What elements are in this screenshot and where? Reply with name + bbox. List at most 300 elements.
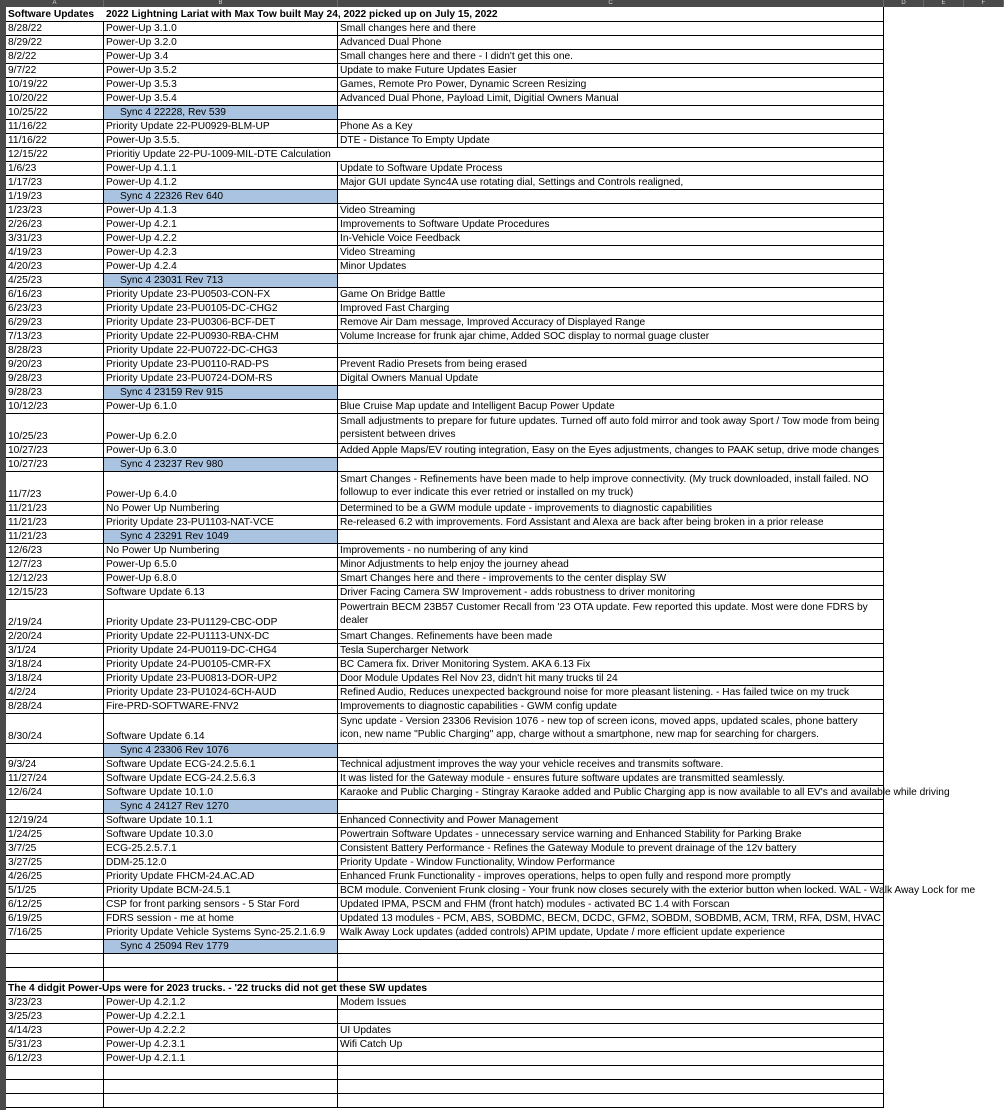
update-name-cell[interactable]: Priority Update 22-PU1113-UNX-DC xyxy=(104,630,338,644)
update-name-cell[interactable]: Prioritiy Update 22-PU-1009-MIL-DTE Calculation xyxy=(104,148,884,162)
notes-cell[interactable]: Video Streaming xyxy=(338,246,884,260)
table-row xyxy=(6,176,1004,190)
notes-cell[interactable] xyxy=(338,530,884,544)
notes-cell[interactable] xyxy=(338,1080,884,1094)
notes-cell[interactable]: Enhanced Frunk Functionality - improves operations, helps to open fully and respond more promptly xyxy=(338,870,884,884)
table-row xyxy=(6,414,1004,444)
notes-cell[interactable] xyxy=(338,1066,884,1080)
notes-cell[interactable] xyxy=(338,1094,884,1108)
date-cell[interactable]: 8/29/22 xyxy=(6,36,104,50)
date-cell[interactable]: 12/15/23 xyxy=(6,586,104,600)
date-cell[interactable]: 10/25/22 xyxy=(6,106,104,120)
date-cell[interactable] xyxy=(6,968,104,982)
notes-cell[interactable]: In-Vehicle Voice Feedback xyxy=(338,232,884,246)
notes-cell[interactable] xyxy=(338,954,884,968)
date-cell[interactable]: 1/19/23 xyxy=(6,190,104,204)
update-name-cell[interactable]: Power-Up 4.2.2.1 xyxy=(104,1010,338,1024)
sync-version-cell[interactable]: Sync 4 23237 Rev 980 xyxy=(104,458,338,472)
column-header-e[interactable]: E xyxy=(924,0,964,7)
notes-cell[interactable]: Minor Updates xyxy=(338,260,884,274)
table-row xyxy=(6,686,1004,700)
update-name-cell[interactable]: Power-Up 4.1.1 xyxy=(104,162,338,176)
update-name-cell[interactable]: Power-Up 6.2.0 xyxy=(104,414,338,444)
sync-version-cell[interactable]: Sync 4 25094 Rev 1779 xyxy=(104,940,338,954)
date-cell[interactable]: 10/20/22 xyxy=(6,92,104,106)
date-cell[interactable]: 4/14/23 xyxy=(6,1024,104,1038)
update-name-cell[interactable]: Power-Up 4.2.1.2 xyxy=(104,996,338,1010)
date-cell[interactable]: 1/23/23 xyxy=(6,204,104,218)
notes-cell[interactable] xyxy=(338,1052,884,1066)
date-cell[interactable]: 6/29/23 xyxy=(6,316,104,330)
date-cell[interactable]: 3/18/24 xyxy=(6,672,104,686)
table-row xyxy=(6,190,1004,204)
table-row xyxy=(6,386,1004,400)
date-cell[interactable]: 11/21/23 xyxy=(6,530,104,544)
date-cell[interactable]: 8/2/22 xyxy=(6,50,104,64)
date-cell[interactable] xyxy=(6,1094,104,1108)
date-cell[interactable]: 11/21/23 xyxy=(6,502,104,516)
table-row xyxy=(6,744,1004,758)
notes-cell[interactable]: Blue Cruise Map update and Intelligent Bacup Power Update xyxy=(338,400,884,414)
title-description[interactable]: 2022 Lightning Lariat with Max Tow built May 24, 2022 picked up on July 15, 2022 xyxy=(104,7,884,22)
date-cell[interactable] xyxy=(6,940,104,954)
table-row xyxy=(6,78,1004,92)
table-row xyxy=(6,658,1004,672)
notes-cell[interactable] xyxy=(338,386,884,400)
date-cell[interactable] xyxy=(6,1080,104,1094)
notes-cell[interactable]: Smart Changes. Refinements have been made xyxy=(338,630,884,644)
table-row xyxy=(6,644,1004,658)
table-row xyxy=(6,106,1004,120)
table-row xyxy=(6,940,1004,954)
update-name-cell[interactable] xyxy=(104,954,338,968)
sync-version-cell[interactable]: Sync 4 23159 Rev 915 xyxy=(104,386,338,400)
date-cell[interactable]: 10/25/23 xyxy=(6,414,104,444)
table-row xyxy=(6,288,1004,302)
table-row xyxy=(6,22,1004,36)
notes-cell[interactable]: Advanced Dual Phone, Payload Limit, Digitial Owners Manual xyxy=(338,92,884,106)
date-cell[interactable]: 3/1/24 xyxy=(6,644,104,658)
update-name-cell[interactable]: Software Update 10.1.0 xyxy=(104,786,338,800)
notes-cell[interactable]: Powertrain Software Updates - unnecessary service warning and Enhanced Stability for Parking Brake xyxy=(338,828,884,842)
update-name-cell[interactable]: Power-Up 6.8.0 xyxy=(104,572,338,586)
update-name-cell[interactable]: Priority Update 23-PU0306-BCF-DET xyxy=(104,316,338,330)
notes-cell[interactable]: Smart Changes here and there - improvements to the center display SW xyxy=(338,572,884,586)
notes-cell[interactable]: Phone As a Key xyxy=(338,120,884,134)
update-name-cell[interactable]: Priority Update 23-PU0724-DOM-RS xyxy=(104,372,338,386)
table-row xyxy=(6,372,1004,386)
update-name-cell[interactable]: Software Update ECG-24.2.5.6.3 xyxy=(104,772,338,786)
table-row xyxy=(6,502,1004,516)
update-name-cell[interactable]: Priority Update 23-PU1103-NAT-VCE xyxy=(104,516,338,530)
date-cell[interactable]: 1/6/23 xyxy=(6,162,104,176)
date-cell[interactable]: 5/31/23 xyxy=(6,1038,104,1052)
update-name-cell[interactable]: Power-Up 6.4.0 xyxy=(104,472,338,502)
notes-cell[interactable]: Powertrain BECM 23B57 Customer Recall from '23 OTA update. Few reported this update. Most were done FDRS by dealer xyxy=(338,600,884,630)
table-row xyxy=(6,558,1004,572)
date-cell[interactable]: 5/1/25 xyxy=(6,884,104,898)
table-row xyxy=(6,1038,1004,1052)
date-cell[interactable]: 11/27/24 xyxy=(6,772,104,786)
update-name-cell[interactable]: Priority Update 22-PU0722-DC-CHG3 xyxy=(104,344,338,358)
date-cell[interactable]: 3/18/24 xyxy=(6,658,104,672)
table-row xyxy=(6,630,1004,644)
table-row xyxy=(6,400,1004,414)
update-name-cell[interactable]: FDRS session - me at home xyxy=(104,912,338,926)
update-name-cell[interactable]: No Power Up Numbering xyxy=(104,502,338,516)
notes-cell[interactable]: Priority Update - Window Functionality, Window Performance xyxy=(338,856,884,870)
notes-cell[interactable]: Consistent Battery Performance - Refines the Gateway Module to prevent drainage of the 12v battery xyxy=(338,842,884,856)
column-header-b[interactable]: B xyxy=(104,0,338,7)
table-row xyxy=(6,786,1004,800)
notes-cell[interactable]: Driver Facing Camera SW Improvement - adds robustness to driver monitoring xyxy=(338,586,884,600)
table-row xyxy=(6,586,1004,600)
notes-cell[interactable]: Small adjustments to prepare for future updates. Turned off auto fold mirror and took away Sport / Tow mode from being persistent between drives xyxy=(338,414,884,444)
date-cell[interactable]: 12/7/23 xyxy=(6,558,104,572)
notes-cell[interactable]: Wifi Catch Up xyxy=(338,1038,884,1052)
date-cell[interactable]: 11/7/23 xyxy=(6,472,104,502)
update-name-cell[interactable]: Priority Update Vehicle Systems Sync-25.2.1.6.9 xyxy=(104,926,338,940)
table-row xyxy=(6,772,1004,786)
notes-cell[interactable]: Major GUI update Sync4A use rotating dial, Settings and Controls realigned, xyxy=(338,176,884,190)
update-name-cell[interactable]: Software Update 6.13 xyxy=(104,586,338,600)
column-header-f[interactable]: F xyxy=(964,0,1004,7)
table-row xyxy=(6,260,1004,274)
update-name-cell[interactable]: Power-Up 6.1.0 xyxy=(104,400,338,414)
note-row-2023 xyxy=(6,982,1004,996)
update-name-cell[interactable]: DDM-25.12.0 xyxy=(104,856,338,870)
notes-cell[interactable]: Digital Owners Manual Update xyxy=(338,372,884,386)
date-cell[interactable]: 6/16/23 xyxy=(6,288,104,302)
date-cell[interactable]: 11/16/22 xyxy=(6,134,104,148)
date-cell[interactable]: 12/6/24 xyxy=(6,786,104,800)
notes-cell[interactable]: BCM module. Convenient Frunk closing - Your frunk now closes securely with the exterior button when locked. WAL - Walk Away Lock for me xyxy=(340,885,976,896)
update-name-cell[interactable]: Priority Update 23-PU0110-RAD-PS xyxy=(104,358,338,372)
table-row xyxy=(6,714,1004,744)
column-header-a[interactable]: A xyxy=(6,0,104,7)
sync-version-cell[interactable]: Sync 4 22326 Rev 640 xyxy=(104,190,338,204)
date-cell[interactable] xyxy=(6,954,104,968)
date-cell[interactable]: 3/25/23 xyxy=(6,1010,104,1024)
table-row xyxy=(6,600,1004,630)
date-cell[interactable]: 7/16/25 xyxy=(6,926,104,940)
date-cell[interactable]: 10/27/23 xyxy=(6,458,104,472)
notes-cell[interactable]: Door Module Updates Rel Nov 23, didn't hit many trucks til 24 xyxy=(338,672,884,686)
notes-cell[interactable]: Small changes here and there xyxy=(338,22,884,36)
notes-cell[interactable]: Volume Increase for frunk ajar chime, Added SOC display to normal guage cluster xyxy=(338,330,884,344)
note-2023[interactable]: The 4 didgit Power-Ups were for 2023 trucks. - '22 trucks did not get these SW updates xyxy=(6,982,884,996)
date-cell[interactable]: 8/28/23 xyxy=(6,344,104,358)
update-name-cell[interactable]: ECG-25.2.5.7.1 xyxy=(104,842,338,856)
date-cell[interactable]: 6/19/25 xyxy=(6,912,104,926)
date-cell[interactable]: 9/20/23 xyxy=(6,358,104,372)
table-row xyxy=(6,842,1004,856)
date-cell[interactable]: 4/19/23 xyxy=(6,246,104,260)
update-name-cell[interactable]: Priority Update 23-PU0813-DOR-UP2 xyxy=(104,672,338,686)
notes-cell[interactable]: Improvements - no numbering of any kind xyxy=(338,544,884,558)
date-cell[interactable]: 6/12/23 xyxy=(6,1052,104,1066)
table-row xyxy=(6,898,1004,912)
notes-cell[interactable]: Walk Away Lock updates (added controls) APIM update, Update / more efficient update experience xyxy=(338,926,884,940)
update-name-cell[interactable]: Software Update ECG-24.2.5.6.1 xyxy=(104,758,338,772)
date-cell[interactable]: 9/28/23 xyxy=(6,372,104,386)
date-cell[interactable]: 9/3/24 xyxy=(6,758,104,772)
date-cell[interactable]: 1/17/23 xyxy=(6,176,104,190)
date-cell[interactable]: 9/28/23 xyxy=(6,386,104,400)
notes-cell[interactable]: Update to Software Update Process xyxy=(338,162,884,176)
sync-version-cell[interactable]: Sync 4 22228, Rev 539 xyxy=(104,106,338,120)
notes-cell[interactable]: Determined to be a GWM module update - improvements to diagnostic capabilities xyxy=(338,502,884,516)
date-cell[interactable]: 10/19/22 xyxy=(6,78,104,92)
update-name-cell[interactable]: Power-Up 3.5.3 xyxy=(104,78,338,92)
notes-cell[interactable]: Updated 13 modules - PCM, ABS, SOBDMC, BECM, DCDC, GFM2, SOBDM, SOBDMB, ACM, TRM, RFA, DSM, HVAC xyxy=(338,912,884,926)
date-cell[interactable]: 1/24/25 xyxy=(6,828,104,842)
table-row xyxy=(6,472,1004,502)
update-name-cell[interactable]: Power-Up 4.2.1.1 xyxy=(104,1052,338,1066)
notes-cell[interactable] xyxy=(338,344,884,358)
update-name-cell[interactable]: Power-Up 6.3.0 xyxy=(104,444,338,458)
notes-cell[interactable]: Small changes here and there - I didn't get this one. xyxy=(338,50,884,64)
update-name-cell[interactable] xyxy=(104,1094,338,1108)
table-row xyxy=(6,870,1004,884)
table-row xyxy=(6,444,1004,458)
notes-cell[interactable]: UI Updates xyxy=(338,1024,884,1038)
date-cell[interactable]: 4/2/24 xyxy=(6,686,104,700)
table-row xyxy=(6,530,1004,544)
date-cell[interactable]: 8/30/24 xyxy=(6,714,104,744)
date-cell[interactable]: 10/12/23 xyxy=(6,400,104,414)
date-cell[interactable]: 4/25/23 xyxy=(6,274,104,288)
sync-version-cell[interactable]: Sync 4 24127 Rev 1270 xyxy=(104,800,338,814)
update-name-cell[interactable]: Power-Up 4.2.3 xyxy=(104,246,338,260)
table-row xyxy=(6,516,1004,530)
notes-cell[interactable]: Refined Audio, Reduces unexpected background noise for more pleasant listening. - Has failed twice on my truck xyxy=(338,686,884,700)
update-name-cell[interactable]: Priority Update BCM-24.5.1 xyxy=(104,884,338,898)
update-name-cell[interactable]: Priority Update 22-PU0930-RBA-CHM xyxy=(104,330,338,344)
table-row xyxy=(6,544,1004,558)
title-label[interactable]: Software Updates xyxy=(6,7,104,22)
table-row xyxy=(6,926,1004,940)
update-name-cell[interactable]: Power-Up 3.4 xyxy=(104,50,338,64)
table-row xyxy=(6,36,1004,50)
notes-cell[interactable]: Minor Adjustments to help enjoy the journey ahead xyxy=(338,558,884,572)
notes-cell[interactable]: Modem Issues xyxy=(338,996,884,1010)
table-row xyxy=(6,92,1004,106)
notes-cell[interactable] xyxy=(338,190,884,204)
update-name-cell[interactable]: Priority Update 23-PU0503-CON-FX xyxy=(104,288,338,302)
date-cell[interactable]: 2/19/24 xyxy=(6,600,104,630)
table-row xyxy=(6,758,1004,772)
notes-cell[interactable] xyxy=(338,274,884,288)
update-name-cell[interactable]: Power-Up 3.5.4 xyxy=(104,92,338,106)
date-cell[interactable] xyxy=(6,800,104,814)
notes-cell[interactable]: Enhanced Connectivity and Power Management xyxy=(338,814,884,828)
notes-cell[interactable]: Updated IPMA, PSCM and FHM (front hatch) modules - activated BC 1.4 with Forscan xyxy=(338,898,884,912)
update-name-cell[interactable]: CSP for front parking sensors - 5 Star Ford xyxy=(104,898,338,912)
notes-cell[interactable] xyxy=(338,106,884,120)
notes-cell[interactable]: Added Apple Maps/EV routing integration, Easy on the Eyes adjustments, changes to PAAK setup, drive mode changes xyxy=(338,444,884,458)
notes-cell[interactable]: Smart Changes - Refinements have been made to help improve connectivity. (My truck downloaded, install failed. NO followup to ever indicate this ever retried or installed on my truck) xyxy=(338,472,884,502)
notes-cell[interactable]: Improvements to diagnostic capabilities - GWM config update xyxy=(338,700,884,714)
table-row xyxy=(6,814,1004,828)
table-row xyxy=(6,232,1004,246)
update-name-cell[interactable]: Power-Up 3.5.2 xyxy=(104,64,338,78)
table-row xyxy=(6,120,1004,134)
notes-cell[interactable]: Games, Remote Pro Power, Dynamic Screen Resizing xyxy=(338,78,884,92)
date-cell[interactable]: 4/26/25 xyxy=(6,870,104,884)
update-name-cell[interactable]: Priority Update 24-PU0119-DC-CHG4 xyxy=(104,644,338,658)
table-row xyxy=(6,996,1004,1010)
update-name-cell[interactable]: Priority Update 23-PU1024-6CH-AUD xyxy=(104,686,338,700)
notes-cell[interactable]: DTE - Distance To Empty Update xyxy=(338,134,884,148)
notes-cell[interactable]: Game On Bridge Battle xyxy=(338,288,884,302)
table-row xyxy=(6,884,1004,898)
notes-cell[interactable]: Video Streaming xyxy=(338,204,884,218)
spreadsheet-grid[interactable] xyxy=(6,7,1004,1110)
date-cell[interactable] xyxy=(6,744,104,758)
update-name-cell[interactable] xyxy=(104,1080,338,1094)
table-row xyxy=(6,148,1004,162)
date-cell[interactable]: 2/26/23 xyxy=(6,218,104,232)
update-name-cell[interactable]: Priority Update 23-PU0105-DC-CHG2 xyxy=(104,302,338,316)
table-row xyxy=(6,218,1004,232)
update-name-cell[interactable]: Power-Up 4.2.2 xyxy=(104,232,338,246)
table-row xyxy=(6,1094,1004,1108)
update-name-cell[interactable] xyxy=(104,968,338,982)
date-cell[interactable]: 11/21/23 xyxy=(6,516,104,530)
update-name-cell[interactable]: Priority Update FHCM-24.AC.AD xyxy=(104,870,338,884)
table-row xyxy=(6,134,1004,148)
date-cell[interactable]: 8/28/24 xyxy=(6,700,104,714)
update-name-cell[interactable]: Power-Up 4.2.2.2 xyxy=(104,1024,338,1038)
table-row xyxy=(6,344,1004,358)
notes-cell[interactable] xyxy=(338,458,884,472)
table-row xyxy=(6,458,1004,472)
update-name-cell[interactable]: Software Update 10.3.0 xyxy=(104,828,338,842)
notes-cell[interactable]: Technical adjustment improves the way your vehicle receives and transmits software. xyxy=(338,758,884,772)
update-name-cell[interactable]: Software Update 6.14 xyxy=(104,714,338,744)
update-name-cell[interactable]: Power-Up 3.2.0 xyxy=(104,36,338,50)
table-row xyxy=(6,1010,1004,1024)
table-row xyxy=(6,50,1004,64)
date-cell[interactable]: 7/13/23 xyxy=(6,330,104,344)
update-name-cell[interactable]: Power-Up 4.1.2 xyxy=(104,176,338,190)
date-cell[interactable]: 12/15/22 xyxy=(6,148,104,162)
table-row xyxy=(6,330,1004,344)
table-row xyxy=(6,968,1004,982)
table-row xyxy=(6,954,1004,968)
sync-version-cell[interactable]: Sync 4 23306 Rev 1076 xyxy=(104,744,338,758)
update-name-cell[interactable]: Priority Update 23-PU1129-CBC-ODP xyxy=(104,600,338,630)
notes-cell[interactable]: Re-released 6.2 with improvements. Ford Assistant and Alexa are back after being broken in a prior release xyxy=(338,516,884,530)
update-name-cell[interactable]: Power-Up 4.2.3.1 xyxy=(104,1038,338,1052)
update-name-cell[interactable]: Power-Up 3.5.5. xyxy=(104,134,338,148)
notes-cell[interactable]: Karaoke and Public Charging - Stingray Karaoke added and Public Charging app is now available to all EV's and available while driving xyxy=(340,787,950,798)
table-row xyxy=(6,1080,1004,1094)
date-cell[interactable]: 3/31/23 xyxy=(6,232,104,246)
sync-version-cell[interactable]: Sync 4 23291 Rev 1049 xyxy=(104,530,338,544)
table-row xyxy=(6,358,1004,372)
sync-version-cell[interactable]: Sync 4 23031 Rev 713 xyxy=(104,274,338,288)
update-name-cell[interactable]: Software Update 10.1.1 xyxy=(104,814,338,828)
notes-cell[interactable]: Sync update - Version 23306 Revision 1076 - new top of screen icons, moved apps, updated scales, phone battery icon, new name "Public Charging" app, charge without a smartphone, new map for searching for chargers. xyxy=(338,714,884,744)
table-row xyxy=(6,572,1004,586)
date-cell[interactable]: 4/20/23 xyxy=(6,260,104,274)
table-row xyxy=(6,1024,1004,1038)
table-row xyxy=(6,246,1004,260)
table-row xyxy=(6,912,1004,926)
update-name-cell[interactable]: Priority Update 22-PU0929-BLM-UP xyxy=(104,120,338,134)
date-cell[interactable]: 3/23/23 xyxy=(6,996,104,1010)
date-cell[interactable]: 3/27/25 xyxy=(6,856,104,870)
notes-cell[interactable] xyxy=(338,940,884,954)
date-cell[interactable]: 9/7/22 xyxy=(6,64,104,78)
date-cell[interactable]: 6/12/25 xyxy=(6,898,104,912)
table-row xyxy=(6,800,1004,814)
notes-cell[interactable]: Update to make Future Updates Easier xyxy=(338,64,884,78)
date-cell[interactable]: 10/27/23 xyxy=(6,444,104,458)
notes-cell[interactable] xyxy=(338,968,884,982)
table-row xyxy=(6,302,1004,316)
table-row xyxy=(6,274,1004,288)
notes-cell[interactable] xyxy=(338,744,884,758)
date-cell[interactable]: 8/28/22 xyxy=(6,22,104,36)
table-row xyxy=(6,700,1004,714)
title-row xyxy=(6,7,1004,22)
date-cell[interactable]: 3/7/25 xyxy=(6,842,104,856)
notes-cell[interactable]: Advanced Dual Phone xyxy=(338,36,884,50)
notes-cell[interactable] xyxy=(338,800,884,814)
table-row xyxy=(6,672,1004,686)
date-cell[interactable]: 12/19/24 xyxy=(6,814,104,828)
notes-cell[interactable]: Tesla Supercharger Network xyxy=(338,644,884,658)
date-cell[interactable]: 12/6/23 xyxy=(6,544,104,558)
table-row xyxy=(6,856,1004,870)
notes-cell[interactable] xyxy=(338,1010,884,1024)
update-name-cell[interactable]: Fire-PRD-SOFTWARE-FNV2 xyxy=(104,700,338,714)
column-header-d[interactable]: D xyxy=(884,0,924,7)
date-cell[interactable]: 11/16/22 xyxy=(6,120,104,134)
update-name-cell[interactable]: No Power Up Numbering xyxy=(104,544,338,558)
table-row xyxy=(6,204,1004,218)
update-name-cell[interactable]: Power-Up 4.2.4 xyxy=(104,260,338,274)
update-name-cell[interactable]: Power-Up 3.1.0 xyxy=(104,22,338,36)
notes-cell[interactable]: Improvements to Software Update Procedures xyxy=(338,218,884,232)
date-cell[interactable]: 12/12/23 xyxy=(6,572,104,586)
update-name-cell[interactable]: Priority Update 24-PU0105-CMR-FX xyxy=(104,658,338,672)
table-row xyxy=(6,316,1004,330)
date-cell[interactable] xyxy=(6,1066,104,1080)
update-name-cell[interactable]: Power-Up 4.1.3 xyxy=(104,204,338,218)
update-name-cell[interactable]: Power-Up 6.5.0 xyxy=(104,558,338,572)
column-header-bar xyxy=(0,0,1004,7)
notes-cell[interactable]: Improved Fast Charging xyxy=(338,302,884,316)
date-cell[interactable]: 6/23/23 xyxy=(6,302,104,316)
table-row xyxy=(6,1052,1004,1066)
notes-cell[interactable]: Prevent Radio Presets from being erased xyxy=(338,358,884,372)
date-cell[interactable]: 2/20/24 xyxy=(6,630,104,644)
update-name-cell[interactable] xyxy=(104,1066,338,1080)
table-row xyxy=(6,162,1004,176)
update-name-cell[interactable]: Power-Up 4.2.1 xyxy=(104,218,338,232)
notes-cell[interactable]: BC Camera fix. Driver Monitoring System. AKA 6.13 Fix xyxy=(338,658,884,672)
table-row xyxy=(6,64,1004,78)
notes-cell[interactable]: Remove Air Dam message, Improved Accuracy of Displayed Range xyxy=(338,316,884,330)
table-row xyxy=(6,828,1004,842)
table-row xyxy=(6,1066,1004,1080)
notes-cell[interactable]: It was listed for the Gateway module - ensures future software updates are transmitted seamlessly. xyxy=(338,772,884,786)
column-header-c[interactable]: C xyxy=(338,0,884,7)
